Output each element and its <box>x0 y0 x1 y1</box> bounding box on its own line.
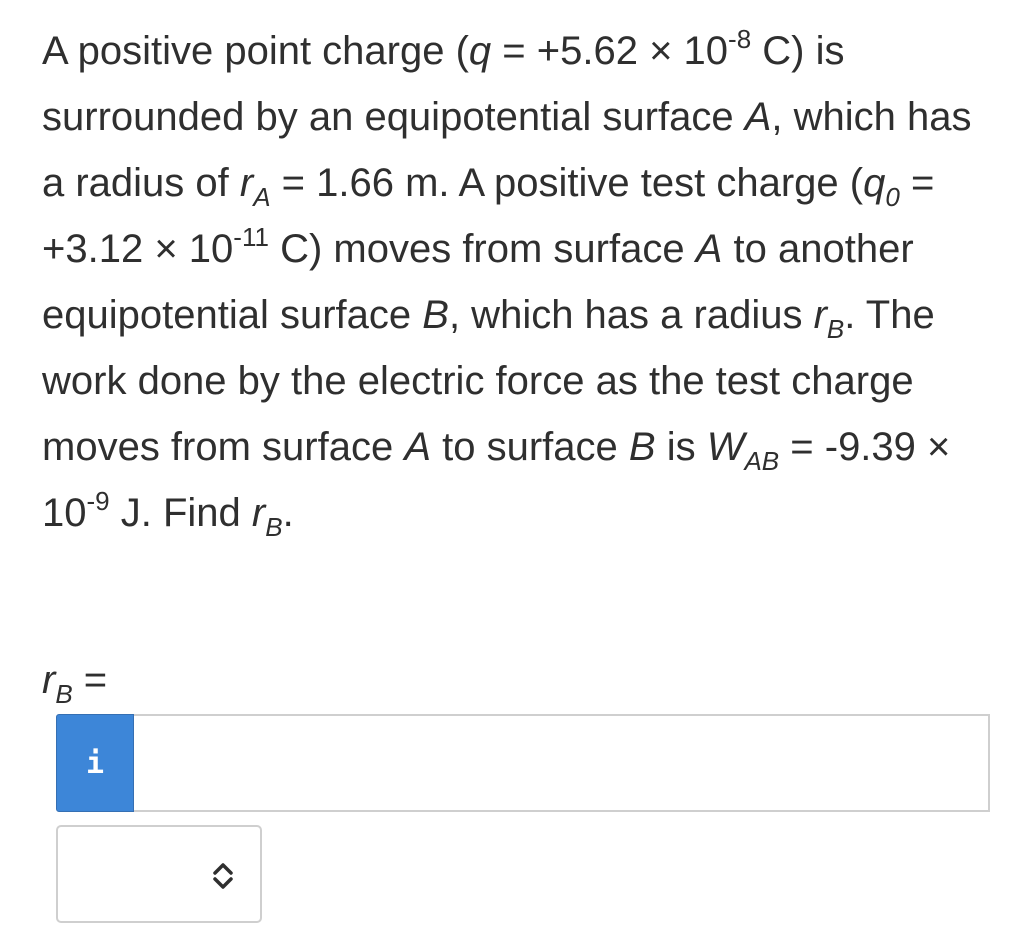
to-another-text: to another equipotential surface <box>42 227 914 337</box>
radius-intro-text: , which has a radius of <box>42 95 972 205</box>
q-exponent: -8 <box>728 24 752 54</box>
q0-subscript: 0 <box>885 182 900 212</box>
to-surface-text: to surface <box>431 425 629 469</box>
question-end: . <box>282 491 294 535</box>
q-value: = +5.62 × 10 <box>491 29 729 73</box>
q0-unit-text: C) moves from surface <box>268 227 696 271</box>
surface-b-label: B <box>422 293 449 337</box>
chevron-up-down-icon <box>208 860 238 892</box>
answer-label <box>42 655 108 709</box>
w-symbol: W <box>706 425 745 469</box>
q-unit-text: C) is surrounded by an equipotential surface <box>42 29 845 139</box>
surface-a-label-3: A <box>404 425 432 469</box>
answer-label-subscript: B <box>55 679 73 709</box>
is-text: is <box>655 425 707 469</box>
info-button[interactable] <box>56 714 134 812</box>
r-b-symbol: r <box>813 293 827 337</box>
q-symbol: q <box>468 29 492 73</box>
answer-label-equals: = <box>72 658 108 702</box>
q0-symbol: q <box>863 161 886 205</box>
r-a-value: = 1.66 m. A positive test charge ( <box>270 161 864 205</box>
surface-b-label-2: B <box>628 425 656 469</box>
info-icon: i <box>85 745 105 781</box>
radius-b-intro-text: , which has a radius <box>448 293 814 337</box>
r-a-symbol: r <box>239 161 254 205</box>
answer-input[interactable] <box>134 714 990 812</box>
surface-a-label-2: A <box>695 227 723 271</box>
unit-select[interactable] <box>56 825 262 923</box>
find-symbol: r <box>251 491 266 535</box>
find-subscript: B <box>265 512 283 542</box>
work-text: . The work done by the electric force as the test charge moves from surface <box>42 293 935 469</box>
r-b-subscript: B <box>826 314 845 344</box>
w-subscript: AB <box>744 446 780 476</box>
w-exponent: -9 <box>86 486 110 516</box>
question-text <box>42 18 1002 546</box>
question-intro: A positive point charge ( <box>42 29 469 73</box>
q0-exponent: -11 <box>233 222 269 252</box>
w-value: = -9.39 × 10 <box>42 425 951 535</box>
r-a-subscript: A <box>253 182 271 212</box>
surface-a-label: A <box>744 95 772 139</box>
q0-value: = +3.12 × 10 <box>42 161 935 271</box>
w-unit-text: J. Find <box>109 491 252 535</box>
answer-label-symbol: r <box>42 658 56 702</box>
answer-row <box>56 714 990 812</box>
